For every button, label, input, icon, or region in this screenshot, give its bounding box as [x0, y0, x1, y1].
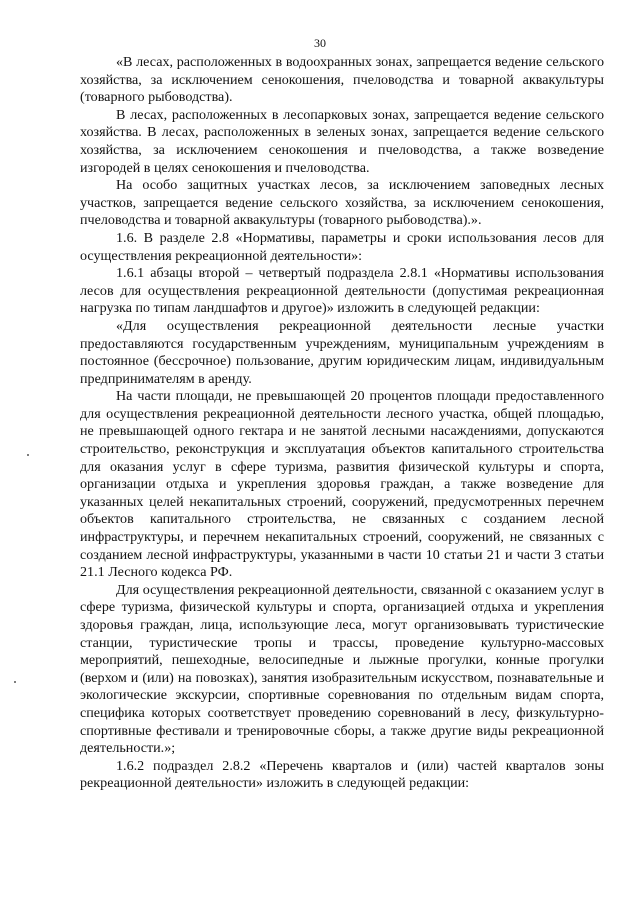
paragraph-section-1-6-1: 1.6.1 абзацы второй – четвертый подраздела 2.8.1 «Нормативы использования лесов для осуществления рекреационной деятельности (допустимая рекреационная нагрузка по типам ландшафтов и другое)» изложить в следующей редакции: — [80, 265, 604, 317]
paragraph-recreation-allocation: «Для осуществления рекреационной деятельности лесные участки предоставляются государственным учреждениям, муниципальным учреждениям в постоянное (бессрочное) пользование, другим юридическим лицам, индивидуальным предпринимателям в аренду. — [80, 317, 604, 387]
page-number: 30 — [314, 36, 326, 50]
paragraph-area-limit: На части площади, не превышающей 20 процентов площади предоставленного для осуществления рекреационной деятельности лесного участка, общей площадью, не превышающей одного гектара и не занятой лесными насаждениями, допускаются строительство, реконструкция и эксплуатация объектов капитального строительства для оказания услуг в сфере туризма, развития физической культуры и спорта, организации отдыха и укрепления здоровья граждан, а также возведение для указанных целей некапитальных строений, сооружений, предусмотренных перечнем объектов капитального строительства, не связанных с созданием лесной инфраструктуры, и перечнем некапитальных строений, сооружений, не связанных с созданием лесной инфраструктуры, указанными в части 10 статьи 21 и части 3 статьи 21.1 Лесного кодекса РФ. — [80, 388, 604, 581]
document-body — [80, 54, 604, 793]
paragraph-water-protection-zones: «В лесах, расположенных в водоохранных зонах, запрещается ведение сельского хозяйства, за исключением сенокошения, пчеловодства и товарной аквакультуры (товарного рыбоводства). — [80, 54, 604, 106]
paragraph-section-1-6-2: 1.6.2 подраздел 2.8.2 «Перечень кварталов и (или) частей кварталов зоны рекреационной деятельности» изложить в следующей редакции: — [80, 757, 604, 792]
paragraph-recreation-activities: Для осуществления рекреационной деятельности, связанной с оказанием услуг в сфере туризма, физической культуры и спорта, организацией отдыха и укрепления здоровья граждан, лица, использующие леса, могут организовывать туристические станции, туристические тропы и трассы, проведение культурно-массовых мероприятий, пешеходные, велосипедные и лыжные прогулки, конные прогулки (верхом и (или) на повозках), занятия изобразительным искусством, познавательные и экологические экскурсии, спортивные соревнования по отдельным видам спорта, специфика которых соответствует проведению соревнований в лесу, физкультурно-спортивные фестивали и тренировочные сборы, а также другие виды рекреационной деятельности.»; — [80, 581, 604, 757]
paragraph-section-1-6: 1.6. В разделе 2.8 «Нормативы, параметры и сроки использования лесов для осуществления рекреационной деятельности»: — [80, 229, 604, 264]
paragraph-forest-park-zones: В лесах, расположенных в лесопарковых зонах, запрещается ведение сельского хозяйства. В лесах, расположенных в зеленых зонах, запрещается ведение сельского хозяйства, за исключением сенокошения и пчеловодства, а также возведение изгородей в целях сенокошения и пчеловодства. — [80, 106, 604, 176]
paragraph-protective-plots: На особо защитных участках лесов, за исключением заповедных лесных участков, запрещается ведение сельского хозяйства, за исключением сенокошения, пчеловодства и товарной аквакультуры (товарного рыбоводства).». — [80, 177, 604, 229]
scan-speck — [27, 454, 29, 456]
scan-speck — [14, 681, 16, 683]
